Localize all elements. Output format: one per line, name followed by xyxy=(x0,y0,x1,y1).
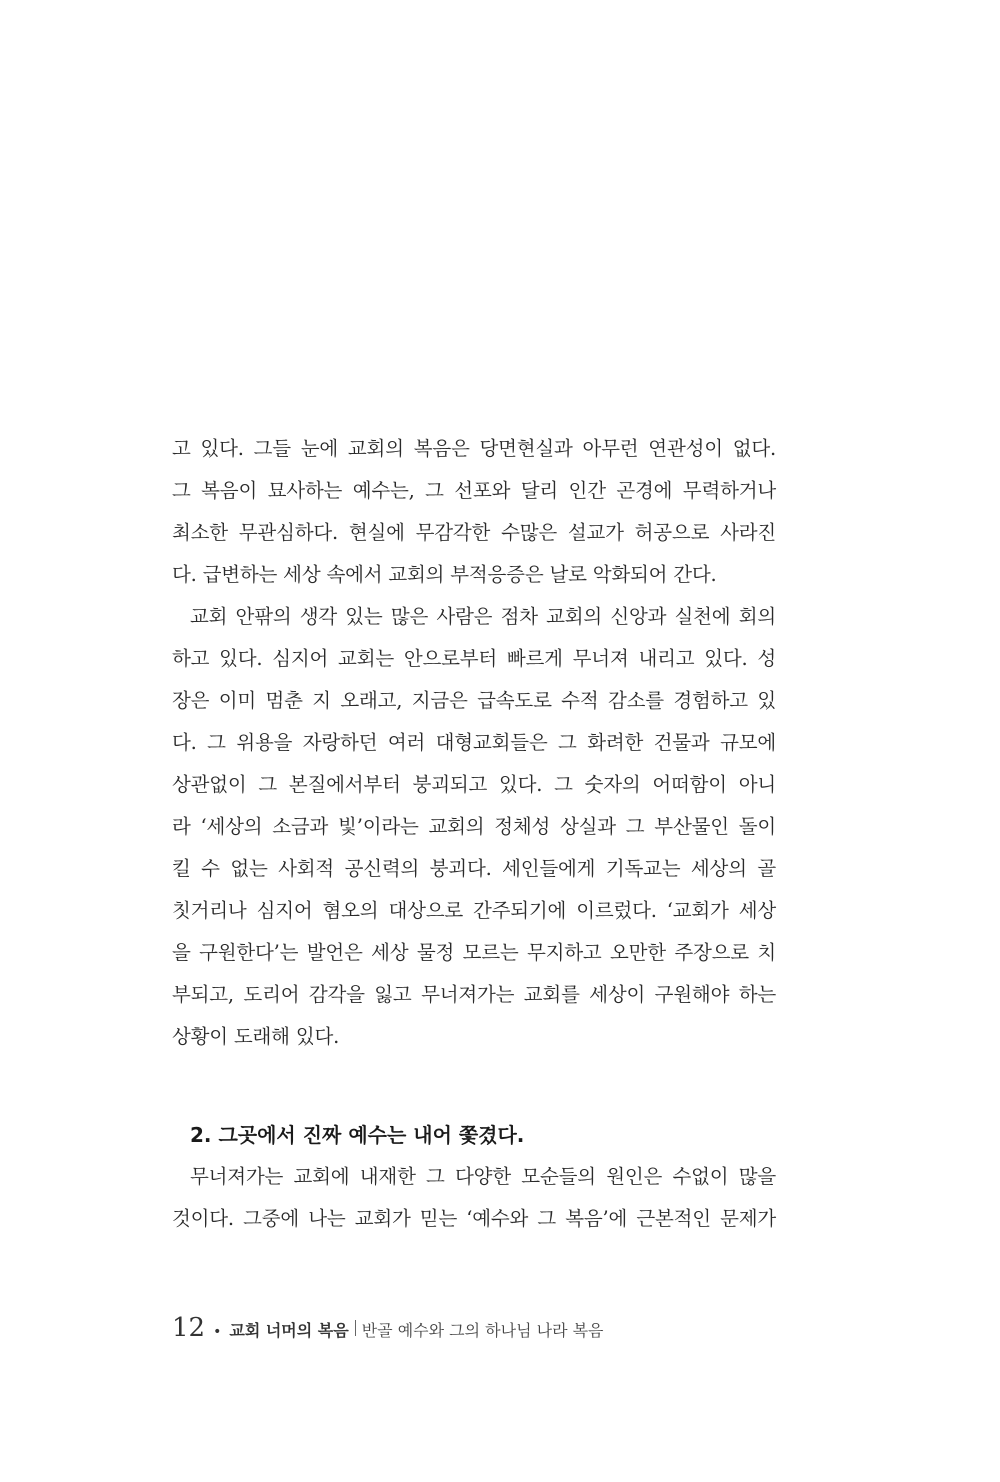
book-subtitle: 반골 예수와 그의 하나님 나라 복음 xyxy=(361,1321,604,1340)
section-gap xyxy=(172,1058,776,1114)
paragraph-line: 고 있다. 그들 눈에 교회의 복음은 당면현실과 아무런 연관성이 없다. xyxy=(172,437,776,460)
paragraph-line: 하고 있다. 심지어 교회는 안으로부터 빠르게 무너져 내리고 있다. 성 xyxy=(172,647,776,670)
paragraph-line: 을 구원한다’는 발언은 세상 물정 모르는 무지하고 오만한 주장으로 치 xyxy=(172,941,776,964)
paragraph-line: 다. 급변하는 세상 속에서 교회의 부적응증은 날로 악화되어 간다. xyxy=(172,563,717,586)
bullet-icon: • xyxy=(213,1324,222,1340)
paragraph-line: 킬 수 없는 사회적 공신력의 붕괴다. 세인들에게 기독교는 세상의 골 xyxy=(172,857,776,880)
paragraph-line: 상관없이 그 본질에서부터 붕괴되고 있다. 그 숫자의 어떠함이 아니 xyxy=(172,773,776,796)
book-title: 교회 너머의 복음 xyxy=(229,1321,349,1340)
body-text xyxy=(172,428,776,1240)
paragraph-line: 장은 이미 멈춘 지 오래고, 지금은 급속도로 수적 감소를 경험하고 있 xyxy=(172,689,776,712)
paragraph-line: 상황이 도래해 있다. xyxy=(172,1025,340,1048)
paragraph-line: 그 복음이 묘사하는 예수는, 그 선포와 달리 인간 곤경에 무력하거나 xyxy=(172,479,776,502)
paragraph-line: 것이다. 그중에 나는 교회가 믿는 ‘예수와 그 복음’에 근본적인 문제가 xyxy=(172,1207,776,1230)
paragraph-line: 다. 그 위용을 자랑하던 여러 대형교회들은 그 화려한 건물과 규모에 xyxy=(172,731,776,754)
section-heading: 2. 그곳에서 진짜 예수는 내어 쫓겼다. xyxy=(190,1123,525,1147)
paragraph-line: 부되고, 도리어 감각을 잃고 무너져가는 교회를 세상이 구원해야 하는 xyxy=(172,983,776,1006)
paragraph-line: 최소한 무관심하다. 현실에 무감각한 수많은 설교가 허공으로 사라진 xyxy=(172,521,776,544)
footer-divider xyxy=(355,1320,356,1336)
paragraph-line: 라 ‘세상의 소금과 빛’이라는 교회의 정체성 상실과 그 부산물인 돌이 xyxy=(172,815,776,838)
page-number: 12 xyxy=(172,1313,206,1343)
page-footer xyxy=(172,1308,604,1348)
paragraph-line: 무너져가는 교회에 내재한 그 다양한 모순들의 원인은 수없이 많을 xyxy=(190,1165,776,1188)
paragraph-line: 칫거리나 심지어 혐오의 대상으로 간주되기에 이르렀다. ‘교회가 세상 xyxy=(172,899,776,922)
paragraph-line: 교회 안팎의 생각 있는 많은 사람은 점차 교회의 신앙과 실천에 회의 xyxy=(190,605,776,628)
